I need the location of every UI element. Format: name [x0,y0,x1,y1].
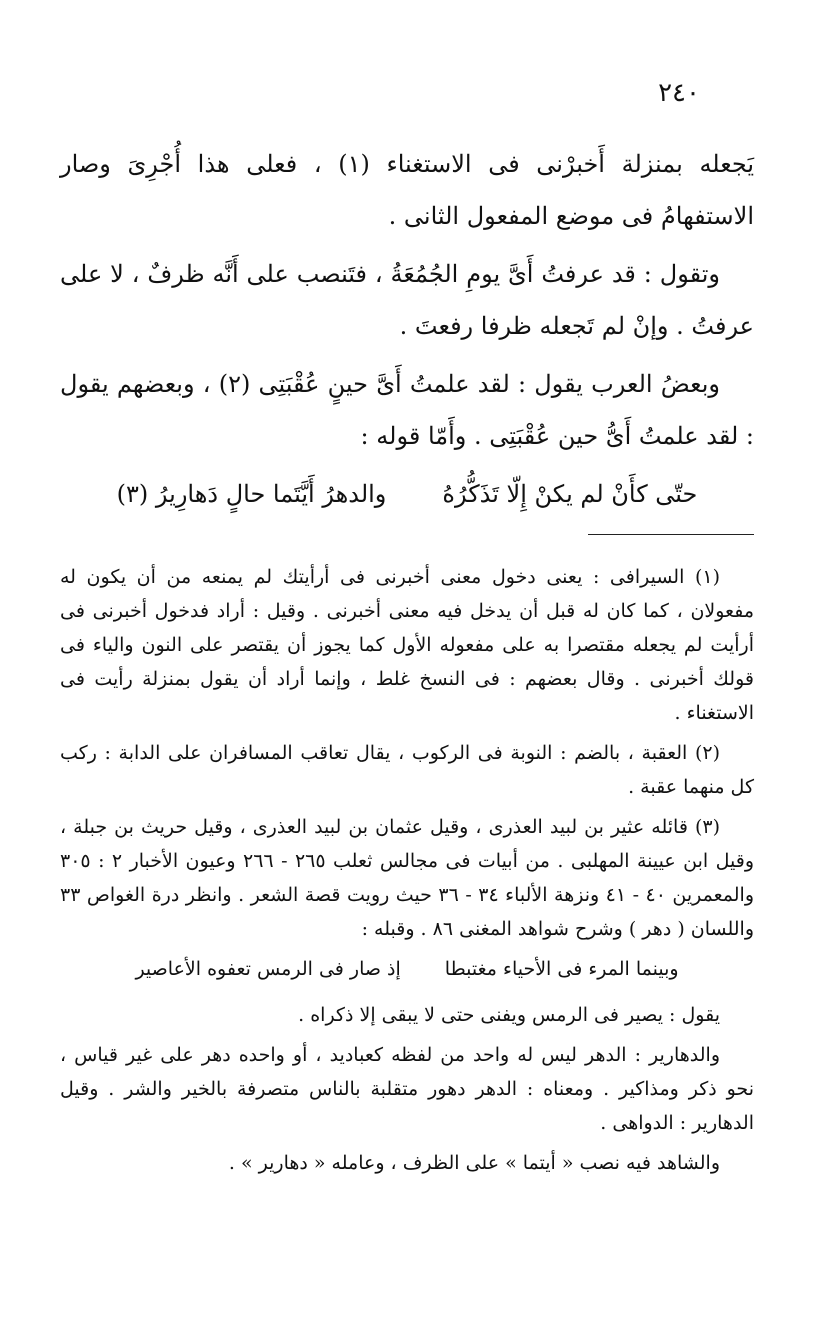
poem-verse [60,468,754,520]
footnote-verse [60,952,754,986]
footnote-3-shahid: والشاهد فيه نصب « أيتما » على الظرف ، وعامله « دهارير » . [228,1152,720,1174]
footnote-3-dahareer: والدهارير : الدهر ليس له واحد من لفظه كعباديد ، أو واحده دهر على غير قياس ، نحو ذكر ومذاكير . ومعناه : الدهر دهور متقلبة بالناس متصرفة بالخير والشر . وقيل الدهارير : الدواهى . [60,1044,754,1134]
footnote-verse-first: وبينما المرء فى الأحياء مغتبطا [444,958,679,980]
verse-first-hemistich: حتّى كأَنْ لم يكنْ إِلّا تَذَكُّرُهُ [442,480,698,508]
footnote-3: (٣) قائله عثير بن لبيد العذرى ، وقيل عثمان بن لبيد العذرى ، وقيل حريث بن جبلة ، وقيل ابن عيينة المهلبى . من أبيات فى مجالس ثعلب ٢٦٥ - ٢٦٦ وعيون الأخبار ٢ : ٣٠٥ والمعمرين ٤٠ - ٤١ ونزهة الألباء ٣٤ - ٣٦ حيث رويت قصة الشعر . وانظر درة الغواص ٣٣ واللسان ( دهر ) وشرح شواهد المغنى ٨٦ . وقبله : [60,816,755,940]
main-paragraph-2: وتقول : قد عرفتُ أَىَّ يومِ الجُمُعَةُ ، فتَنصب على أَنَّه ظرفٌ ، لا على عرفتُ . وإنْ لم تَجعله ظرفا رفعتَ . [60,260,754,340]
main-paragraph-1: يَجعله بمنزلة أَخبرْنى فى الاستغناء (١) ، فعلى هذا أُجْرِىَ وصار الاستفهامُ فى موضع المفعول الثانى . [60,150,754,230]
footnote-3-meaning: يقول : يصير فى الرمس ويفنى حتى لا يبقى إلا ذكراه . [298,1004,720,1026]
main-paragraph-3: وبعضُ العرب يقول : لقد علمتُ أَىَّ حينٍ عُقْبَتِى (٢) ، وبعضهم يقول : لقد علمتُ أَىُّ حين عُقْبَتِى . وأَمّا قوله : [60,370,754,450]
footnotes [60,560,754,1186]
main-text [60,138,754,520]
footnote-1: (١) السيرافى : يعنى دخول معنى أخبرنى فى أرأيتك لم يمنعه من أن يكون له مفعولان ، كما كان له قبل أن يدخل فيه معنى أخبرنى . وقيل : أراد فدخول أخبرنى فى أرأيت لم يجعله مقتصرا به على مفعوله الأول كما يجوز أن يقتصر على النون والياء فى قولك أخبرنى . وقال بعضهم : فى النسخ غلط ، وإنما أراد أن يقول بمنزلة رأيت فى الاستغناء . [60,566,754,724]
footnote-verse-second: إذ صار فى الرمس تعفوه الأعاصير [135,958,401,980]
page-number: ٢٤٠ [658,78,700,108]
footnote-2: (٢) العقبة ، بالضم : النوبة فى الركوب ، يقال تعاقب المسافران على الدابة : ركب كل منهما عقبة . [60,742,754,798]
footnote-divider [588,534,754,535]
verse-second-hemistich: والدهرُ أَيَّتَما حالٍ دَهارِيرُ (٣) [116,480,387,508]
